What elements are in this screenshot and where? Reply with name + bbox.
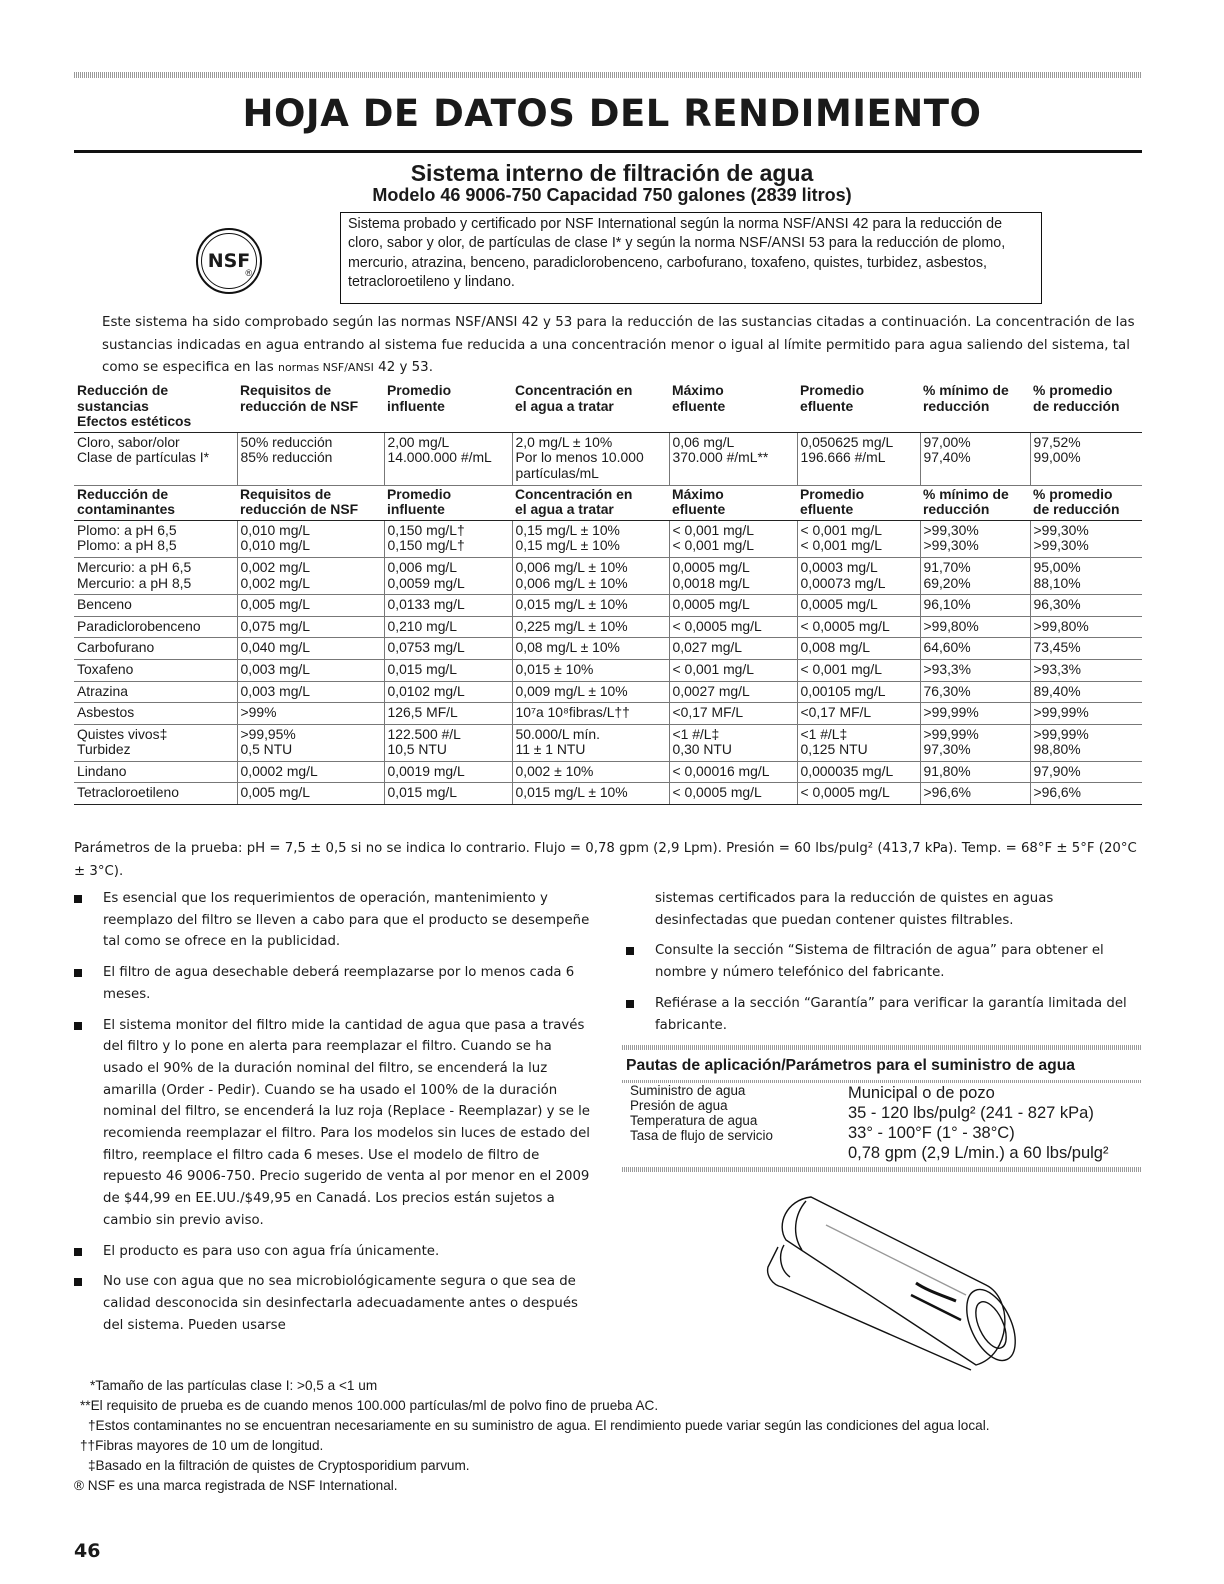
table-cell: >96,6% [920, 783, 1030, 805]
table-cell: Cloro, sabor/olor Clase de partículas I* [74, 432, 237, 485]
page-title: HOJA DE DATOS DEL RENDIMIENTO [242, 92, 982, 135]
table-cell: 0,006 mg/L ± 10% 0,006 mg/L ± 10% [512, 557, 669, 594]
nsf-logo-reg: ® [245, 268, 252, 278]
table-cell: Quistes vivos‡ Turbidez [74, 724, 237, 761]
table-cell: 2,0 mg/L ± 10% Por lo menos 10.000 partículas/mL [512, 432, 669, 485]
test-parameters: Parámetros de la prueba: pH = 7,5 ± 0,5 si no se indica lo contrario. Flujo = 0,78 gpm (2,9 Lpm). Presión = 60 lbs/pulg² (413,7 kPa). Temp. = 68°F ± 5°F (20°C ± 3°C). [74, 841, 1137, 879]
table-cell: Reducción de contaminantes [74, 485, 237, 520]
value-water-temperature: 33° - 100°F (1° - 38°C) [848, 1124, 1015, 1142]
guidelines-labels [622, 1083, 840, 1163]
table-cell: 64,60% [920, 638, 1030, 660]
table-cell: 0,150 mg/L† 0,150 mg/L† [384, 520, 512, 557]
label-service-flow: Tasa de flujo de servicio [630, 1128, 773, 1143]
table-cell: 0,002 mg/L 0,002 mg/L [237, 557, 384, 594]
bullet-item: Es esencial que los requerimientos de operación, mantenimiento y reemplazo del filtro se lleven a cabo para que el producto se desempeñe tal como se ofrece en la publicidad. [74, 888, 594, 953]
table-cell: 50.000/L mín. 11 ± 1 NTU [512, 724, 669, 761]
footnote-particle-size: *Tamaño de las partículas clase I: >0,5 a <1 um [90, 1378, 378, 1393]
table-cell: 91,80% [920, 761, 1030, 783]
table-cell: 0,003 mg/L [237, 681, 384, 703]
table-cell: 0,015 ± 10% [512, 659, 669, 681]
model-line: Modelo 46 9006-750 Capacidad 750 galones (2839 litros) [372, 185, 852, 205]
table-cell: >93,3% [1030, 659, 1142, 681]
table-cell: 0,225 mg/L ± 10% [512, 616, 669, 638]
table-cell: 0,050625 mg/L 196.666 #/mL [797, 432, 920, 485]
nsf-logo [196, 228, 262, 294]
table-cell: 0,0005 mg/L [669, 595, 797, 617]
bullet-item: Consulte la sección “Sistema de filtración de agua” para obtener el nombre y número telefónico del fabricante. [626, 940, 1146, 983]
table-cell: >99,99% [920, 703, 1030, 725]
table-cell: Carbofurano [74, 638, 237, 660]
label-water-supply: Suministro de agua [630, 1083, 746, 1098]
table-cell: < 0,0005 mg/L [669, 783, 797, 805]
table-cell: Toxafeno [74, 659, 237, 681]
table-cell: 76,30% [920, 681, 1030, 703]
footnote-cysts: ‡Basado en la filtración de quistes de Cryptosporidium parvum. [88, 1457, 470, 1473]
top-rule [74, 72, 1142, 78]
table-cell: 0,040 mg/L [237, 638, 384, 660]
table-cell: Promedio influente [384, 485, 512, 520]
table-cell: 97,90% [1030, 761, 1142, 783]
right-bullet-list [626, 888, 1146, 1045]
table-cell: 126,5 MF/L [384, 703, 512, 725]
table-cell: 0,0102 mg/L [384, 681, 512, 703]
table-cell: 0,015 mg/L [384, 659, 512, 681]
table-cell: 95,00% 88,10% [1030, 557, 1142, 594]
table-cell: Plomo: a pH 6,5 Plomo: a pH 8,5 [74, 520, 237, 557]
table-cell: < 0,00016 mg/L [669, 761, 797, 783]
table-cell: 0,027 mg/L [669, 638, 797, 660]
intro-text: Este sistema ha sido comprobado según las normas NSF/ANSI 42 y 53 para la reducción de las sustancias citadas a continuación. La concentración de las sustancias indicadas en agua entrando al sistema fue reducida a una concentración menor o igual al límite permitido para agua saliendo del sistema, tal como se especifica en las [102, 315, 1135, 375]
table-cell: 0,000035 mg/L [797, 761, 920, 783]
table-header-contaminants [74, 485, 1142, 520]
table-cell: 97,00% 97,40% [920, 432, 1030, 485]
table-cell: >99,80% [920, 616, 1030, 638]
water-filter-illustration [766, 1195, 1026, 1375]
bullet-item: El filtro de agua desechable deberá reemplazarse por lo menos cada 6 meses. [74, 962, 594, 1005]
intro-paragraph [102, 312, 1142, 380]
table-cell: Máximo efluente [669, 382, 797, 432]
table-cell: 73,45% [1030, 638, 1142, 660]
guidelines-title: Pautas de aplicación/Parámetros para el suministro de agua [626, 1057, 1076, 1074]
table-cell: >93,3% [920, 659, 1030, 681]
table-row [74, 703, 1142, 725]
table-cell: 2,00 mg/L 14.000.000 #/mL [384, 432, 512, 485]
table-row [74, 595, 1142, 617]
intro-end: 42 y 53. [373, 360, 433, 375]
table-row [74, 724, 1142, 761]
table-cell: Concentración en el agua a tratar [512, 382, 669, 432]
table-cell: 0,0019 mg/L [384, 761, 512, 783]
table-cell: 0,0003 mg/L 0,00073 mg/L [797, 557, 920, 594]
table-cell: 0,0005 mg/L [797, 595, 920, 617]
table-cell: Promedio influente [384, 382, 512, 432]
table-cell: < 0,0005 mg/L [797, 783, 920, 805]
title-rule [74, 150, 1142, 153]
table-row [74, 659, 1142, 681]
table-cell: Promedio efluente [797, 485, 920, 520]
value-water-pressure: 35 - 120 lbs/pulg² (241 - 827 kPa) [848, 1104, 1094, 1122]
table-cell: 0,0133 mg/L [384, 595, 512, 617]
table-cell: 0,0027 mg/L [669, 681, 797, 703]
table-cell: Tetracloroetileno [74, 783, 237, 805]
table-cell: 122.500 #/L 10,5 NTU [384, 724, 512, 761]
footnote-fibers: ††Fibras mayores de 10 um de longitud. [80, 1437, 324, 1453]
footnote-test-requirement: **El requisito de prueba es de cuando menos 100.000 partículas/ml de polvo fino de prueba AC. [80, 1397, 659, 1413]
table-cell: 10⁷a 10⁸fibras/L†† [512, 703, 669, 725]
nsf-logo-text: NSF [207, 250, 251, 272]
table-cell: >99,30% >99,30% [920, 520, 1030, 557]
table-header-aesthetic [74, 382, 1142, 432]
table-cell: >99,99% 98,80% [1030, 724, 1142, 761]
table-cell: <0,17 MF/L [669, 703, 797, 725]
table-cell: <1 #/L‡ 0,30 NTU [669, 724, 797, 761]
guidelines-values [840, 1083, 1142, 1163]
table-cell: >99,80% [1030, 616, 1142, 638]
table-cell: Promedio efluente [797, 382, 920, 432]
table-row [74, 681, 1142, 703]
table-cell: Requisitos de reducción de NSF [237, 485, 384, 520]
bullet-item: El producto es para uso con agua fría únicamente. [74, 1241, 594, 1263]
table-cell: % promedio de reducción [1030, 382, 1142, 432]
table-cell: < 0,0005 mg/L [797, 616, 920, 638]
table-cell: 0,0002 mg/L [237, 761, 384, 783]
table-cell: 0,06 mg/L 370.000 #/mL** [669, 432, 797, 485]
table-cell: 0,0005 mg/L 0,0018 mg/L [669, 557, 797, 594]
table-cell: 0,075 mg/L [237, 616, 384, 638]
footnotes [74, 1376, 1154, 1495]
intro-small: normas NSF/ANSI [277, 361, 374, 374]
table-cell: 0,005 mg/L [237, 783, 384, 805]
table-cell: 0,015 mg/L ± 10% [512, 783, 669, 805]
subtitle: Sistema interno de filtración de agua [410, 160, 814, 186]
table-cell: 97,52% 99,00% [1030, 432, 1142, 485]
table-cell: < 0,001 mg/L [669, 659, 797, 681]
table-cell: 0,009 mg/L ± 10% [512, 681, 669, 703]
table-cell: 89,40% [1030, 681, 1142, 703]
page-number: 46 [74, 1540, 101, 1562]
table-row [74, 638, 1142, 660]
table-row [74, 616, 1142, 638]
table-cell: <0,17 MF/L [797, 703, 920, 725]
table-cell: Mercurio: a pH 6,5 Mercurio: a pH 8,5 [74, 557, 237, 594]
table-cell: Asbestos [74, 703, 237, 725]
table-cell: 0,0753 mg/L [384, 638, 512, 660]
table-cell: >99% [237, 703, 384, 725]
table-cell: < 0,001 mg/L < 0,001 mg/L [797, 520, 920, 557]
table-cell: 0,08 mg/L ± 10% [512, 638, 669, 660]
table-cell: 0,015 mg/L ± 10% [512, 595, 669, 617]
table-cell: Concentración en el agua a tratar [512, 485, 669, 520]
table-cell: % mínimo de reducción [920, 485, 1030, 520]
table-cell: Benceno [74, 595, 237, 617]
table-cell: Paradiclorobenceno [74, 616, 237, 638]
table-cell: % promedio de reducción [1030, 485, 1142, 520]
left-bullet-list [74, 888, 594, 1345]
bullet-item: El sistema monitor del filtro mide la cantidad de agua que pasa a través del filtro y lo pone en alerta para reemplazar el filtro. Cuando se ha usado el 90% de la duración nominal del filtro, se encenderá la luz amarilla (Order - Pedir). Cuando se ha usado el 100% de la duración nominal del filtro, se encenderá la luz roja (Replace - Reemplazar) y se le recomienda reemplazar el filtro. Para los modelos sin luces de estado del filtro, reemplace el filtro cada 6 meses. Use el modelo de filtro de repuesto 46 9006-750. Precio sugerido de venta al por menor en el 2009 de $44,99 en EE.UU./$49,95 en Canadá. Los precios están sujetos a cambio sin previo aviso. [74, 1015, 594, 1232]
table-cell: >99,95% 0,5 NTU [237, 724, 384, 761]
table-cell: >99,30% >99,30% [1030, 520, 1142, 557]
footnote-trademark: ® NSF es una marca registrada de NSF International. [74, 1477, 398, 1493]
footnote-contaminants: †Estos contaminantes no se encuentran necesariamente en su suministro de agua. El rendimiento puede variar según las condiciones del agua local. [88, 1417, 990, 1433]
certification-box: Sistema probado y certificado por NSF International según la norma NSF/ANSI 42 para la reducción de cloro, sabor y olor, de partículas de clase I* y según la norma NSF/ANSI 53 para la reducción de plomo, mercurio, atrazina, benceno, paradiclorobenceno, carbofurano, toxafeno, quistes, turbidez, asbestos, tetracloroetileno y lindano. [340, 212, 1042, 304]
table-cell: 96,30% [1030, 595, 1142, 617]
table-cell: 96,10% [920, 595, 1030, 617]
table-cell: 0,003 mg/L [237, 659, 384, 681]
table-cell: >99,99% [1030, 703, 1142, 725]
guidelines-bottom-rule [622, 1167, 1142, 1172]
bullet-continuation: sistemas certificados para la reducción de quistes en aguas desinfectadas que puedan contener quistes filtrables. [655, 891, 1054, 928]
table-cell: Máximo efluente [669, 485, 797, 520]
table-cell: Lindano [74, 761, 237, 783]
table-cell: 0,15 mg/L ± 10% 0,15 mg/L ± 10% [512, 520, 669, 557]
guidelines-table [622, 1083, 1142, 1163]
bullet-item: Refiérase a la sección “Garantía” para verificar la garantía limitada del fabricante. [626, 993, 1146, 1036]
table-cell: 0,008 mg/L [797, 638, 920, 660]
table-cell: 0,010 mg/L 0,010 mg/L [237, 520, 384, 557]
table-cell: % mínimo de reducción [920, 382, 1030, 432]
table-cell: < 0,001 mg/L < 0,001 mg/L [669, 520, 797, 557]
table-row [74, 783, 1142, 805]
table-cell: >99,99% 97,30% [920, 724, 1030, 761]
table-row [74, 432, 1142, 485]
table-cell: < 0,001 mg/L [797, 659, 920, 681]
table-row [74, 520, 1142, 557]
table-cell: 50% reducción 85% reducción [237, 432, 384, 485]
table-row [74, 557, 1142, 594]
table-cell: 0,005 mg/L [237, 595, 384, 617]
table-cell: <1 #/L‡ 0,125 NTU [797, 724, 920, 761]
table-cell: 0,006 mg/L 0,0059 mg/L [384, 557, 512, 594]
table-cell: 91,70% 69,20% [920, 557, 1030, 594]
table-cell: 0,00105 mg/L [797, 681, 920, 703]
table-cell: Atrazina [74, 681, 237, 703]
performance-table [74, 382, 1142, 805]
value-water-supply: Municipal o de pozo [848, 1084, 995, 1102]
table-cell: 0,210 mg/L [384, 616, 512, 638]
table-cell: 0,015 mg/L [384, 783, 512, 805]
table-cell: 0,002 ± 10% [512, 761, 669, 783]
value-service-flow: 0,78 gpm (2,9 L/min.) a 60 lbs/pulg² [848, 1144, 1109, 1162]
table-cell: >96,6% [1030, 783, 1142, 805]
application-guidelines [622, 1045, 1142, 1172]
bullet-item: No use con agua que no sea microbiológicamente segura o que sea de calidad desconocida sin desinfectarla adecuadamente antes o después del sistema. Pueden usarse [74, 1271, 594, 1336]
label-water-pressure: Presión de agua [630, 1098, 728, 1113]
table-row [74, 761, 1142, 783]
table-cell: < 0,0005 mg/L [669, 616, 797, 638]
label-water-temperature: Temperatura de agua [630, 1113, 758, 1128]
table-cell: Reducción de sustancias Efectos estéticos [74, 382, 237, 432]
table-cell: Requisitos de reducción de NSF [237, 382, 384, 432]
